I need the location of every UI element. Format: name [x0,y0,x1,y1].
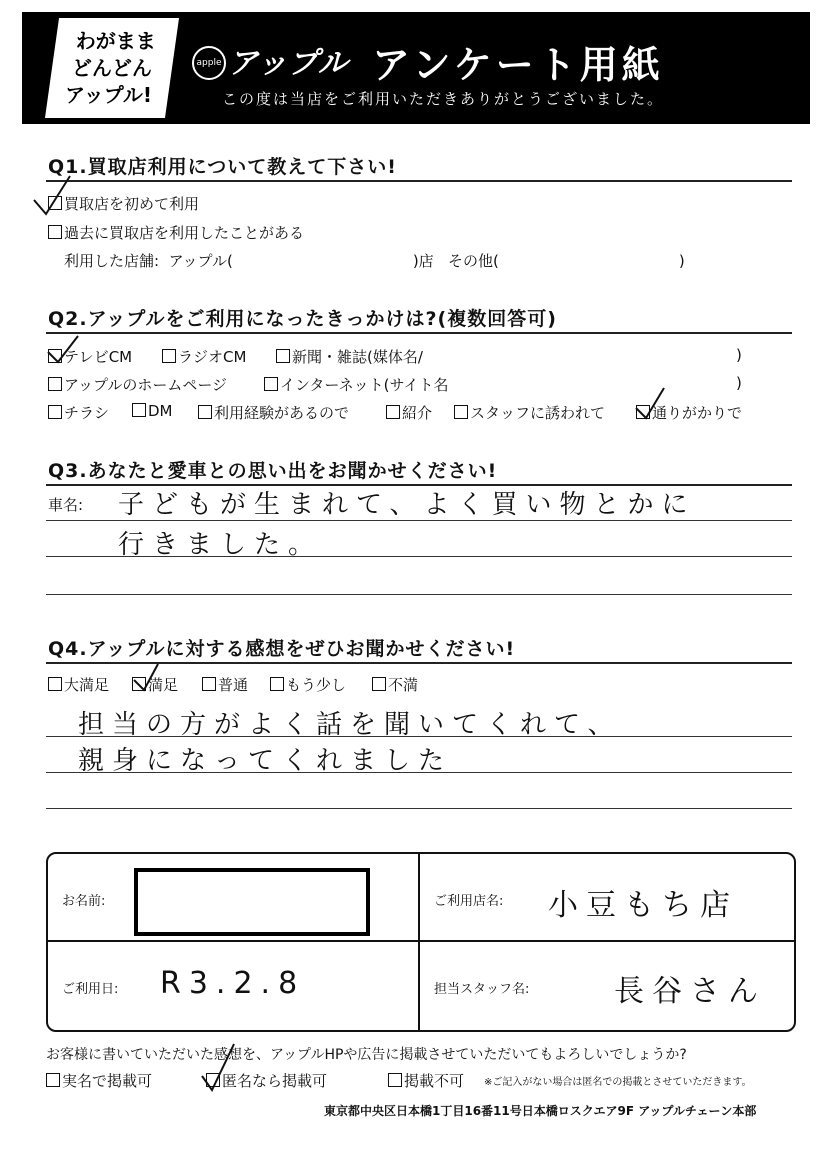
check-anonymous [202,1044,234,1090]
slogan-line-1: わがまま [75,28,156,53]
q4-rating-satisfied[interactable]: 満足 [132,674,178,695]
q1-option-first-time[interactable]: 買取店を初めて利用 [48,193,199,214]
q2-option-passing-by[interactable]: 通りがかりで [636,402,742,423]
q4-rating-normal[interactable]: 普通 [202,674,248,695]
q1-store-line: 利用した店舗: アップル( )店 その他( ) [64,252,685,270]
q4-rating-very-satisfied[interactable]: 大満足 [48,674,109,695]
consent-note: ※ご記入がない場合は匿名での掲載とさせていただきます。 [484,1077,752,1088]
q2-option-radio-cm[interactable]: ラジオCM [162,346,246,367]
q3-answer-line-2: 行きました。 [118,530,323,560]
q4-answer-line-2: 親身になってくれました [78,746,453,776]
date-value: R3.2.8 [160,966,306,1001]
check-tv-cm [48,336,78,362]
staff-label: 担当スタッフ名: [434,982,530,997]
consent-anonymous[interactable]: 匿名なら掲載可 [206,1070,327,1091]
q2-option-dm[interactable]: DM [132,402,173,420]
store-value: 小豆もち店 [548,888,738,923]
consent-question: お客様に書いていただいた感想を、アップルHPや広告に掲載させていただいてもよろしいでしょうか? [46,1047,687,1063]
q1-heading: Q1.買取店利用について教えて下さい! [48,156,397,178]
date-label: ご利用日: [62,982,119,997]
q2-option-homepage[interactable]: アップルのホームページ [48,374,227,395]
staff-value: 長谷さん [614,974,766,1009]
q4-answer-line-1: 担当の方がよく話を聞いてくれて、 [78,710,622,740]
form-subtitle: この度は当店をご利用いただきありがとうございました。 [222,90,665,108]
apple-logo-icon: apple [192,46,226,80]
q2-row2-close: ) [736,374,742,392]
consent-real-name[interactable]: 実名で掲載可 [46,1070,152,1091]
q4-rating-could-be-better[interactable]: もう少し [270,674,346,695]
consent-not-allowed[interactable]: 掲載不可 [388,1070,464,1091]
q3-answer-line-1: 子どもが生まれて、よく買い物とかに [118,490,696,520]
form-title: アンケート用紙 [372,43,664,87]
logo-text: アップル [228,46,349,81]
check-satisfied [134,664,158,690]
slogan-line-3: アップル! [64,82,152,107]
q2-option-experience[interactable]: 利用経験があるので [198,402,349,423]
q3-heading: Q3.あなたと愛車との思い出をお聞かせください! [48,460,498,482]
q2-option-staff-invite[interactable]: スタッフに誘われて [454,402,605,423]
q2-row1-close: ) [736,346,742,364]
slogan-line-2: どんどん [72,55,152,80]
name-label: お名前: [62,894,106,909]
q2-option-internet[interactable]: インターネット(サイト名 [264,374,448,395]
q2-option-referral[interactable]: 紹介 [386,402,432,423]
check-passing-by [636,388,664,418]
q2-option-tv-cm[interactable]: テレビCM [48,346,132,367]
store-label: ご利用店名: [434,894,504,909]
q4-heading: Q4.アップルに対する感想をぜひお聞かせください! [48,638,516,660]
q1-option-used-before[interactable]: 過去に買取店を利用したことがある [48,222,304,243]
q2-option-flyer[interactable]: チラシ [48,402,109,423]
q2-heading: Q2.アップルをご利用になったきっかけは?(複数回答可) [48,308,557,330]
check-first-time [34,176,70,214]
footer-address: 東京都中央区日本橋1丁目16番11号日本橋ロスクエア9F アップルチェーン本部 [324,1104,757,1118]
q2-option-newspaper[interactable]: 新聞・雑誌(媒体名/ [276,346,423,367]
q4-rating-dissatisfied[interactable]: 不満 [372,674,418,695]
car-name-label: 車名: [48,496,84,514]
